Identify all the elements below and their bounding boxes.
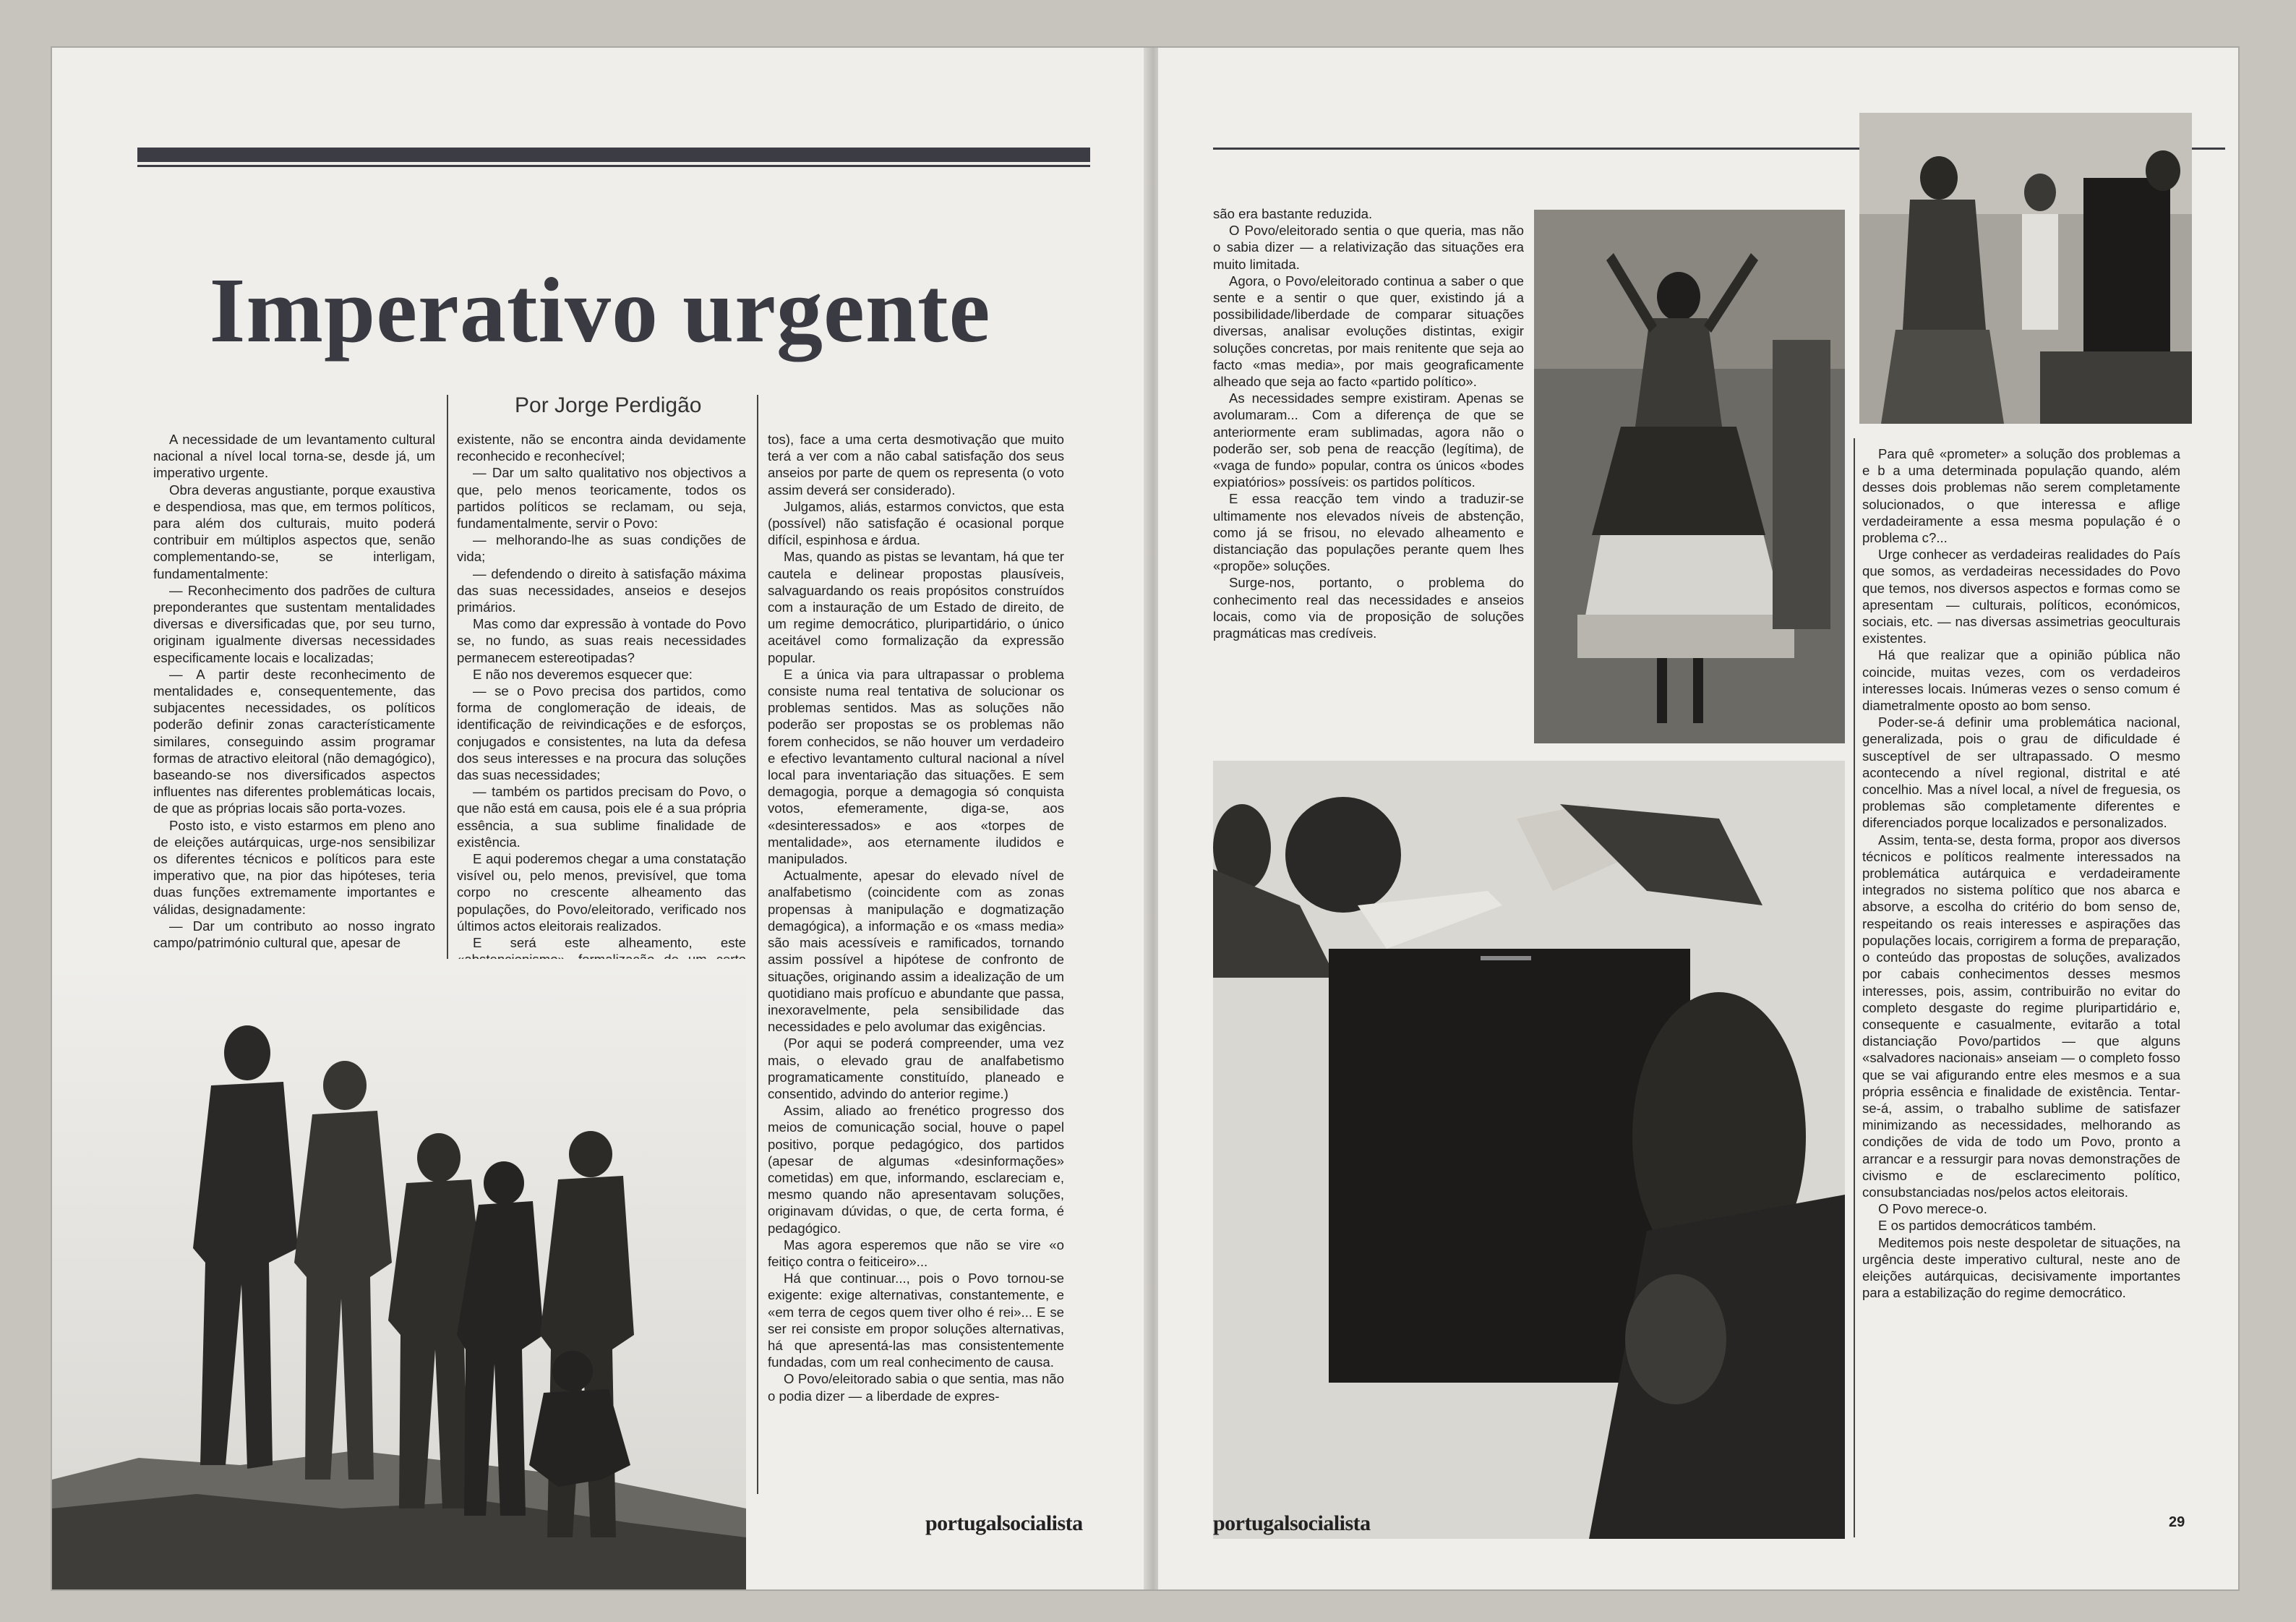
paragraph: (Por aqui se poderá compreender, uma vez mais, o elevado grau de analfabetismo programaticamente constituído, planeado e consentido, advindo do anterior regime.) bbox=[768, 1036, 1064, 1101]
paragraph: Surge-nos, portanto, o problema do conhecimento real das necessidades e anseios locais, como via de proposição de soluções pragmáticas mas credíveis. bbox=[1213, 575, 1524, 641]
paragraph: — se o Povo precisa dos partidos, como forma de conglomeração de ideais, de identificação de reivindicações e de esforços, conjugados e consistentes, na luta da defesa dos seus interesses e na procura das soluções das suas necessidades; bbox=[457, 683, 746, 783]
paragraph: Para quê «prometer» a solução dos problemas a e b a uma determinada população quando, além desses dois problemas não serem completamente solucionados, o que interessa e aflige verdadeiramente a essa mesma população é o problema c?... bbox=[1862, 446, 2180, 546]
paragraph: Agora, o Povo/eleitorado continua a saber o que sente e a sentir o que quer, existindo já a possibilidade/liberdade de comparar situações diversas, analisar evoluções distintas, exigir soluções concretas, por mais renitente que seja ao facto «mas media», por mais geograficamente alheado que seja ao facto «partido político». bbox=[1213, 273, 1524, 390]
article-byline: Por Jorge Perdigão bbox=[515, 393, 702, 417]
right-page bbox=[1158, 48, 2238, 1589]
column-divider bbox=[1854, 438, 1855, 1537]
paragraph: Mas como dar expressão à vontade do Povo se, no fundo, as suas reais necessidades permanecem estereotipadas? bbox=[457, 616, 746, 665]
article-title: Imperativo urgente bbox=[209, 259, 991, 362]
paragraph: — A partir deste reconhecimento de mentalidades e, consequentemente, das subjacentes necessidades, os políticos poderão definir zonas característicamente similares, conseguindo assim programar formas de atractivo eleitoral (não demagógico), baseando-se nos diversificados aspectos influentes nas diferentes problemáticas locais, de que as próprias locais são porta-vozes. bbox=[153, 666, 435, 816]
paragraph: Obra deveras angustiante, porque exaustiva e despendiosa, mas que, em termos políticos, para além dos culturais, muito poderá contribuir em múltiplos aspectos que, senão complementando-se, se interligam, fundamentalmente: bbox=[153, 482, 435, 581]
paragraph: Julgamos, aliás, estarmos convictos, que esta (possível) não satisfação é ocasional porque difícil, espinhosa e árdua. bbox=[768, 498, 1064, 548]
paragraph: E aqui poderemos chegar a uma constatação visível ou, pelo menos, previsível, que toma corpo no crescente alheamento das populações, do Povo/eleitorado, verificado nos últimos actos eleitorais realizados. bbox=[457, 851, 746, 934]
header-rule bbox=[137, 148, 1090, 162]
paragraph: O Povo merece-o. bbox=[1878, 1201, 1987, 1217]
column-divider bbox=[447, 395, 448, 973]
paragraph: — defendendo o direito à satisfação máxima das suas necessidades, anseios e desejos primários. bbox=[457, 565, 746, 615]
text-column-1 bbox=[153, 431, 435, 951]
paragraph: O Povo/eleitorado sabia o que sentia, mas não o podia dizer — a liberdade de expres- bbox=[768, 1371, 1064, 1404]
page-number: 29 bbox=[2169, 1514, 2185, 1530]
paragraph: Há que realizar que a opinião pública não coincide, muitas vezes, com os verdadeiros interesses locais. Inúmeras vezes o senso comum é diametralmente oposto ao bom senso. bbox=[1862, 647, 2180, 714]
photo-voters-queue bbox=[1859, 113, 2192, 424]
paragraph: — melhorando-lhe as suas condições de vida; bbox=[457, 532, 746, 565]
masthead-right: portugalsocialista bbox=[1213, 1511, 1371, 1535]
paragraph: E essa reacção tem vindo a traduzir-se ultimamente nos elevados níveis de abstenção, como já se frisou, no elevado alheamento e distanciação das populações perante quem lhes «propõe» soluções. bbox=[1213, 491, 1524, 574]
paragraph: Mas agora esperemos que não se vire «o feitiço contra o feiticeiro»... bbox=[768, 1237, 1064, 1269]
paragraph: E os partidos democráticos também. bbox=[1878, 1218, 2096, 1234]
paragraph: — Reconhecimento dos padrões de cultura preponderantes que sustentam mentalidades diversas e diversificadas que, por seu turno, originam igualmente diversas necessidades especificamente locais e localizadas; bbox=[153, 582, 435, 665]
left-page bbox=[52, 48, 1148, 1589]
photo-men-watching bbox=[52, 959, 746, 1589]
paragraph: Há que continuar..., pois o Povo tornou-se exigente: exige alternativas, constantemente, e «em terra de cegos quem tiver olho é rei»... E se ser rei consiste em propor soluções alternativas, há que apresentá-las mas consistentemente fundadas, com um real conhecimento de causa. bbox=[768, 1271, 1064, 1370]
paragraph: E será este alheamento, este bbox=[473, 935, 746, 951]
paragraph: Poder-se-á definir uma problemática nacional, generalizada, pois o grau de dificuldade é susceptível de ser ultrapassado. O mesmo acontecendo a nível regional, distrital e até concelhio. Mas a nível local, a nível de freguesia, os problemas são completamente diferentes e diferenciados porque localizados e personalizados. bbox=[1862, 714, 2180, 831]
paragraph: existente, não se encontra ainda devidamente reconhecido e reconhecível; bbox=[457, 432, 746, 464]
photo-ballot-box bbox=[1213, 761, 1845, 1539]
paragraph: são era bastante reduzida. bbox=[1213, 206, 1373, 221]
paragraph: As necessidades sempre existiram. Apenas se avolumaram... Com a diferença de que se anteriormente eram sublimadas, agora não o poderão ser, sob pena de reacção (legítima), de «vaga de fundo» popular, contra os únicos «bodes expiatórios» possíveis: os partidos políticos. bbox=[1213, 390, 1524, 490]
paragraph: — também os partidos precisam do Povo, o que não está em causa, pois ele é a sua própria essência, a sua sublime finalidade de existência. bbox=[457, 784, 746, 850]
paragraph: tos), face a uma certa desmotivação que muito terá a ver com a não cabal satisfação dos seus anseios por parte de quem os representa (o voto assim deverá ser considerado). bbox=[768, 432, 1064, 498]
paragraph: Assim, aliado ao frenético progresso dos meios de comunicação social, houve o papel positivo, porque pedagógico, dos partidos (apesar de algumas «desinformações» cometidas) em que, informando, esclareciam e, mesmo quando não apresentavam soluções, originavam dúvidas, o que, de certa forma, é pedagógico. bbox=[768, 1103, 1064, 1236]
photo-men-watching-image bbox=[52, 959, 746, 1589]
paragraph: O Povo/eleitorado sentia o que queria, mas não o sabia dizer — a relativização das situações era muito limitada. bbox=[1213, 223, 1524, 272]
column-divider bbox=[757, 395, 758, 1494]
photo-folk-dancer-image bbox=[1534, 210, 1845, 743]
photo-voters-queue-image bbox=[1859, 113, 2192, 424]
header-rule-thin bbox=[137, 165, 1090, 167]
paragraph: A necessidade de um levantamento cultural nacional a nível local torna-se, desde já, um imperativo urgente. bbox=[153, 432, 435, 481]
paragraph: Meditemos pois neste despoletar de situações, na urgência deste imperativo cultural, neste ano de eleições autárquicas, decisivamente importantes para a estabilização do regime democrático. bbox=[1862, 1234, 2180, 1301]
magazine-spread bbox=[52, 48, 2238, 1589]
paragraph: E não nos deveremos esquecer que: bbox=[473, 666, 693, 682]
text-column-3 bbox=[768, 431, 1064, 1404]
photo-ballot-box-image bbox=[1213, 761, 1845, 1539]
paragraph: — Dar um contributo ao nosso ingrato campo/património cultural que, apesar de bbox=[153, 918, 435, 951]
paragraph: Assim, tenta-se, desta forma, propor aos diversos técnicos e políticos realmente interessados na problemática autárquica e verdadeiramente integrados no sistema político que nos abarca e absorve, a escolha do critério do bom senso de, respeitando os reais interesses e aspirações das populações locais, corrigirem a forma de preparação, o conteúdo das propostas de soluções, avalizados por cabais conhecimentos desses mesmos interesses, pois, assim, contribuirão no evitar do completo desgaste do regime pluripartidário e, consequente e casualmente, evitarão a total distanciação Povo/partidos — que alguns «salvadores nacionais» anseiam — o completo fosso que se vai afigurando entre eles mesmos e a sua própria essência e finalidade de existência. Tentar-se-á, assim, o trabalho sublime de satisfazer minimizando as necessidades, melhorando as condições de vida de todo um Povo, pronto a arrancar e a ressurgir para novas demonstrações de civismo e de esclarecimento político, consubstanciadas nos/pelos actos eleitorais. bbox=[1862, 832, 2180, 1200]
paragraph: Mas, quando as pistas se levantam, há que ter cautela e delinear propostas plausíveis, salvaguardando os reais propósitos construídos com a instauração de um Estado de direito, de um regime democrático, pluripartidário, o único aceitável como formalização da expressão popular. bbox=[768, 549, 1064, 665]
photo-folk-dancer bbox=[1534, 210, 1845, 743]
text-column-5 bbox=[1862, 445, 2180, 1301]
paragraph: E a única via para ultrapassar o problema consiste numa real tentativa de solucionar os problemas sentidos. Mas as soluções não poderão ser propostas se os problemas não forem conhecidos, se não houver um verdadeiro e efectivo levantamento cultural nacional a nível local para inventariação das situações. E sem demagogia, porque a demagogia só conquista votos, efemeramente, diga-se, aos «desinteressados» e aos «torpes de mentalidade», aos eternamente iludidos e manipulados. bbox=[768, 666, 1064, 867]
text-column-4 bbox=[1213, 205, 1524, 641]
paragraph: Actualmente, apesar do elevado nível de analfabetismo (coincidente com as zonas propensas à manipulação e dogmatização demagógica), a informação e os «mass media» são mais acessíveis e ramificados, tornando assim possível a hipótese de confronto de situações, originando assim a idealização de um quotidiano mais profícuo e abundante que passa, inexoravelmente, pela sensibilidade das necessidades e pelo avolumar das exigências. bbox=[768, 868, 1064, 1035]
paragraph: — Dar um salto qualitativo nos objectivos a que, pelo menos teoricamente, todos os partidos políticos se reclamam, ou seja, fundamentalmente, servir o Povo: bbox=[457, 465, 746, 532]
paragraph: Urge conhecer as verdadeiras realidades do País que somos, as verdadeiras necessidades do Povo que temos, nos diversos aspectos e formas como se apresentam — culturais, políticos, económicos, sociais, etc. — nas diversas assimetrias geoculturais existentes. bbox=[1862, 547, 2180, 646]
paragraph: Posto isto, e visto estarmos em pleno ano de eleições autárquicas, urge-nos sensibilizar os diferentes técnicos e políticos para este imperativo que, na pior das hipóteses, teria duas funções extremamente importantes e válidas, designadamente: bbox=[153, 817, 435, 917]
masthead-left: portugalsocialista bbox=[925, 1511, 1083, 1535]
